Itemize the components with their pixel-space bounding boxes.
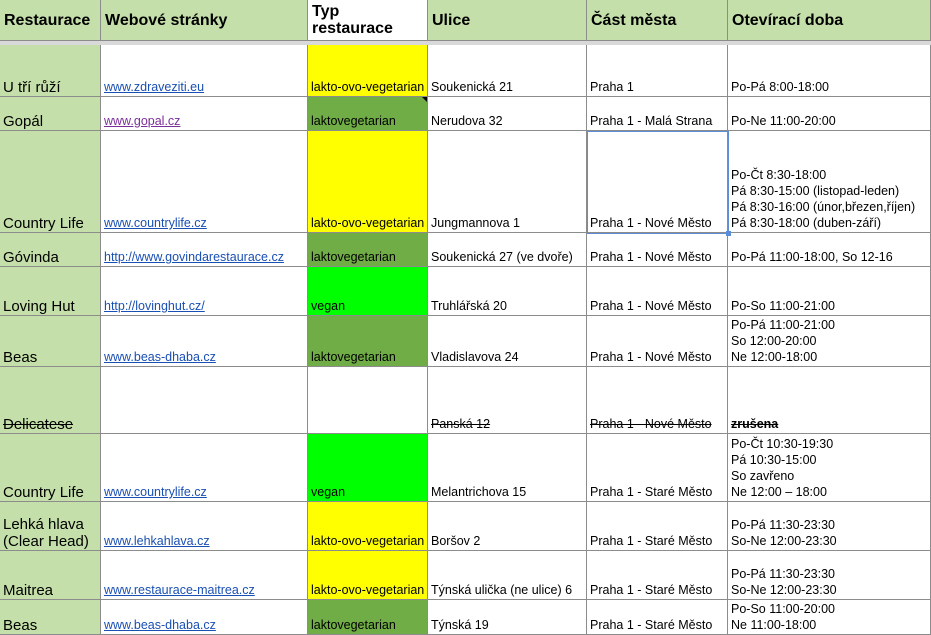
cell-website[interactable] [101, 45, 308, 97]
cell-restaurant-name[interactable] [0, 97, 101, 131]
cell-restaurant-name[interactable] [0, 233, 101, 267]
cell-street[interactable] [428, 97, 587, 131]
opening-hours: Po-Čt 10:30-19:30 Pá 10:30-15:00 So zavřeno Ne 12:00 – 18:00 [731, 437, 834, 499]
restaurant-type: lakto-ovo-vegetarian [311, 583, 425, 597]
cell-restaurant-type[interactable] [308, 45, 428, 97]
restaurant-name: Country Life [3, 484, 84, 501]
header-oteviraci-doba[interactable]: Otevírací doba [728, 0, 931, 41]
cell-restaurant-name[interactable] [0, 551, 101, 600]
cell-district[interactable] [587, 45, 728, 97]
cell-website[interactable] [101, 233, 308, 267]
cell-website[interactable] [101, 267, 308, 316]
cell-opening-hours[interactable] [728, 97, 931, 131]
street-address: Melantrichova 15 [431, 485, 527, 499]
website-link[interactable]: www.beas-dhaba.cz [104, 618, 216, 632]
street-address: Vladislavova 24 [431, 350, 519, 364]
cell-opening-hours[interactable] [728, 267, 931, 316]
cell-district[interactable] [587, 367, 728, 434]
district: Praha 1 - Nové Město [590, 350, 712, 364]
restaurant-name: Maitrea [3, 582, 54, 599]
cell-opening-hours[interactable] [728, 600, 931, 635]
restaurant-name: Delicatese [3, 416, 74, 433]
cell-street[interactable] [428, 502, 587, 551]
district: Praha 1 - Staré Město [590, 534, 713, 548]
cell-street[interactable] [428, 551, 587, 600]
restaurant-type: laktovegetarian [311, 618, 396, 632]
opening-hours: Po-Ne 11:00-20:00 [731, 114, 836, 128]
cell-street[interactable] [428, 267, 587, 316]
cell-opening-hours[interactable] [728, 45, 931, 97]
opening-hours: Po-Pá 11:00-21:00 So 12:00-20:00 Ne 12:00-18:00 [731, 318, 836, 364]
cell-restaurant-name[interactable] [0, 45, 101, 97]
cell-restaurant-name[interactable] [0, 600, 101, 635]
district: Praha 1 - Nové Město [590, 299, 712, 313]
restaurant-type: laktovegetarian [311, 350, 396, 364]
cell-website[interactable] [101, 131, 308, 233]
cell-opening-hours[interactable] [728, 434, 931, 502]
cell-restaurant-type[interactable] [308, 551, 428, 600]
cell-district[interactable] [587, 267, 728, 316]
restaurant-name: Gopál [3, 113, 44, 130]
restaurant-name: Beas [3, 349, 38, 366]
website-link[interactable]: www.zdraveziti.eu [104, 80, 205, 94]
cell-opening-hours[interactable] [728, 367, 931, 434]
district: Praha 1 - Staré Město [590, 583, 713, 597]
opening-hours: Po-So 11:00-21:00 [731, 299, 836, 313]
opening-hours: Po-Čt 8:30-18:00 Pá 8:30-15:00 (listopad-leden) Pá 8:30-16:00 (únor,březen,říjen) Pá 8:30-18:00 (duben-září) [731, 168, 916, 230]
website-link[interactable]: www.lehkahlava.cz [104, 534, 210, 548]
street-address: Panská 12 [431, 417, 491, 431]
restaurant-type: laktovegetarian [311, 250, 396, 264]
opening-hours: Po-So 11:00-20:00 Ne 11:00-18:00 [731, 602, 836, 632]
cell-district[interactable] [587, 502, 728, 551]
cell-website[interactable] [101, 502, 308, 551]
opening-hours: Po-Pá 8:00-18:00 [731, 80, 829, 94]
cell-restaurant-type[interactable] [308, 367, 428, 434]
cell-restaurant-type[interactable] [308, 434, 428, 502]
cell-restaurant-name[interactable] [0, 367, 101, 434]
district: Praha 1 [590, 80, 634, 94]
restaurant-type: lakto-ovo-vegetarian [311, 80, 425, 94]
cell-district[interactable] [587, 600, 728, 635]
cell-street[interactable] [428, 316, 587, 367]
cell-street[interactable] [428, 600, 587, 635]
district: Praha 1 - Nové Město [590, 417, 712, 431]
fill-handle[interactable] [726, 231, 731, 236]
restaurant-type: vegan [311, 485, 346, 499]
cell-website[interactable] [101, 97, 308, 131]
website-link[interactable]: www.gopal.cz [104, 114, 181, 128]
district: Praha 1 - Nové Město [590, 250, 712, 264]
street-address: Jungmannova 1 [431, 216, 520, 230]
restaurant-name: Góvinda [3, 249, 59, 266]
website-link[interactable]: www.countrylife.cz [104, 216, 207, 230]
cell-opening-hours[interactable] [728, 502, 931, 551]
website-link[interactable]: http://lovinghut.cz/ [104, 299, 205, 313]
cell-restaurant-name[interactable] [0, 267, 101, 316]
street-address: Truhlářská 20 [431, 299, 507, 313]
street-address: Nerudova 32 [431, 114, 503, 128]
website-link[interactable]: http://www.govindarestaurace.cz [104, 250, 284, 264]
active-cell-selection[interactable] [587, 131, 729, 234]
cell-opening-hours[interactable] [728, 551, 931, 600]
header-restaurace[interactable]: Restaurace [0, 0, 101, 41]
cell-restaurant-name[interactable] [0, 434, 101, 502]
cell-street[interactable] [428, 233, 587, 267]
cell-street[interactable] [428, 367, 587, 434]
cell-district[interactable] [587, 97, 728, 131]
cell-restaurant-type[interactable] [308, 316, 428, 367]
cell-website[interactable] [101, 434, 308, 502]
restaurant-name: Country Life [3, 215, 84, 232]
cell-restaurant-name[interactable] [0, 131, 101, 233]
cell-restaurant-type[interactable] [308, 97, 428, 131]
header-typ[interactable]: Typ restaurace [308, 0, 428, 41]
street-address: Soukenická 27 (ve dvoře) [431, 250, 573, 264]
street-address: Týnská ulička (ne ulice) 6 [431, 583, 573, 597]
cell-street[interactable] [428, 45, 587, 97]
cell-street[interactable] [428, 434, 587, 502]
header-ulice[interactable]: Ulice [428, 0, 587, 41]
district: Praha 1 - Malá Strana [590, 114, 713, 128]
cell-restaurant-type[interactable] [308, 502, 428, 551]
restaurant-name: U tří růží [3, 79, 61, 96]
opening-hours: zrušena [731, 417, 779, 431]
cell-restaurant-type[interactable] [308, 267, 428, 316]
cell-opening-hours[interactable] [728, 316, 931, 367]
district: Praha 1 - Nové Město [590, 216, 712, 230]
restaurant-type: lakto-ovo-vegetarian [311, 216, 425, 230]
website-link[interactable]: www.beas-dhaba.cz [104, 350, 216, 364]
header-web[interactable]: Webové stránky [101, 0, 308, 41]
cell-restaurant-type[interactable] [308, 600, 428, 635]
restaurant-type: laktovegetarian [311, 114, 396, 128]
cell-restaurant-name[interactable] [0, 316, 101, 367]
opening-hours: Po-Pá 11:00-18:00, So 12-16 [731, 250, 893, 264]
restaurant-name: Beas [3, 617, 38, 634]
cell-website[interactable] [101, 316, 308, 367]
district: Praha 1 - Staré Město [590, 485, 713, 499]
cell-restaurant-type[interactable] [308, 131, 428, 233]
cell-website[interactable] [101, 551, 308, 600]
website-link[interactable]: www.countrylife.cz [104, 485, 207, 499]
cell-restaurant-type[interactable] [308, 233, 428, 267]
district: Praha 1 - Staré Město [590, 618, 713, 632]
cell-restaurant-name[interactable] [0, 502, 101, 551]
street-address: Boršov 2 [431, 534, 481, 548]
cell-website[interactable] [101, 367, 308, 434]
cell-opening-hours[interactable] [728, 233, 931, 267]
cell-district[interactable] [587, 551, 728, 600]
cell-opening-hours[interactable] [728, 131, 931, 233]
cell-district[interactable] [587, 434, 728, 502]
cell-district[interactable] [587, 316, 728, 367]
cell-street[interactable] [428, 131, 587, 233]
restaurant-type: vegan [311, 299, 346, 313]
header-row [0, 0, 931, 41]
opening-hours: Po-Pá 11:30-23:30 So-Ne 12:00-23:30 [731, 518, 837, 548]
comment-indicator-icon[interactable] [422, 97, 427, 102]
street-address: Týnská 19 [431, 618, 489, 632]
restaurant-name: Lehká hlava (Clear Head) [3, 516, 89, 550]
header-cast-mesta[interactable]: Část města [587, 0, 728, 41]
website-link[interactable]: www.restaurace-maitrea.cz [104, 583, 255, 597]
restaurant-name: Loving Hut [3, 298, 75, 315]
street-address: Soukenická 21 [431, 80, 514, 94]
opening-hours: Po-Pá 11:30-23:30 So-Ne 12:00-23:30 [731, 567, 837, 597]
restaurant-type: lakto-ovo-vegetarian [311, 534, 425, 548]
cell-district[interactable] [587, 233, 728, 267]
cell-website[interactable] [101, 600, 308, 635]
